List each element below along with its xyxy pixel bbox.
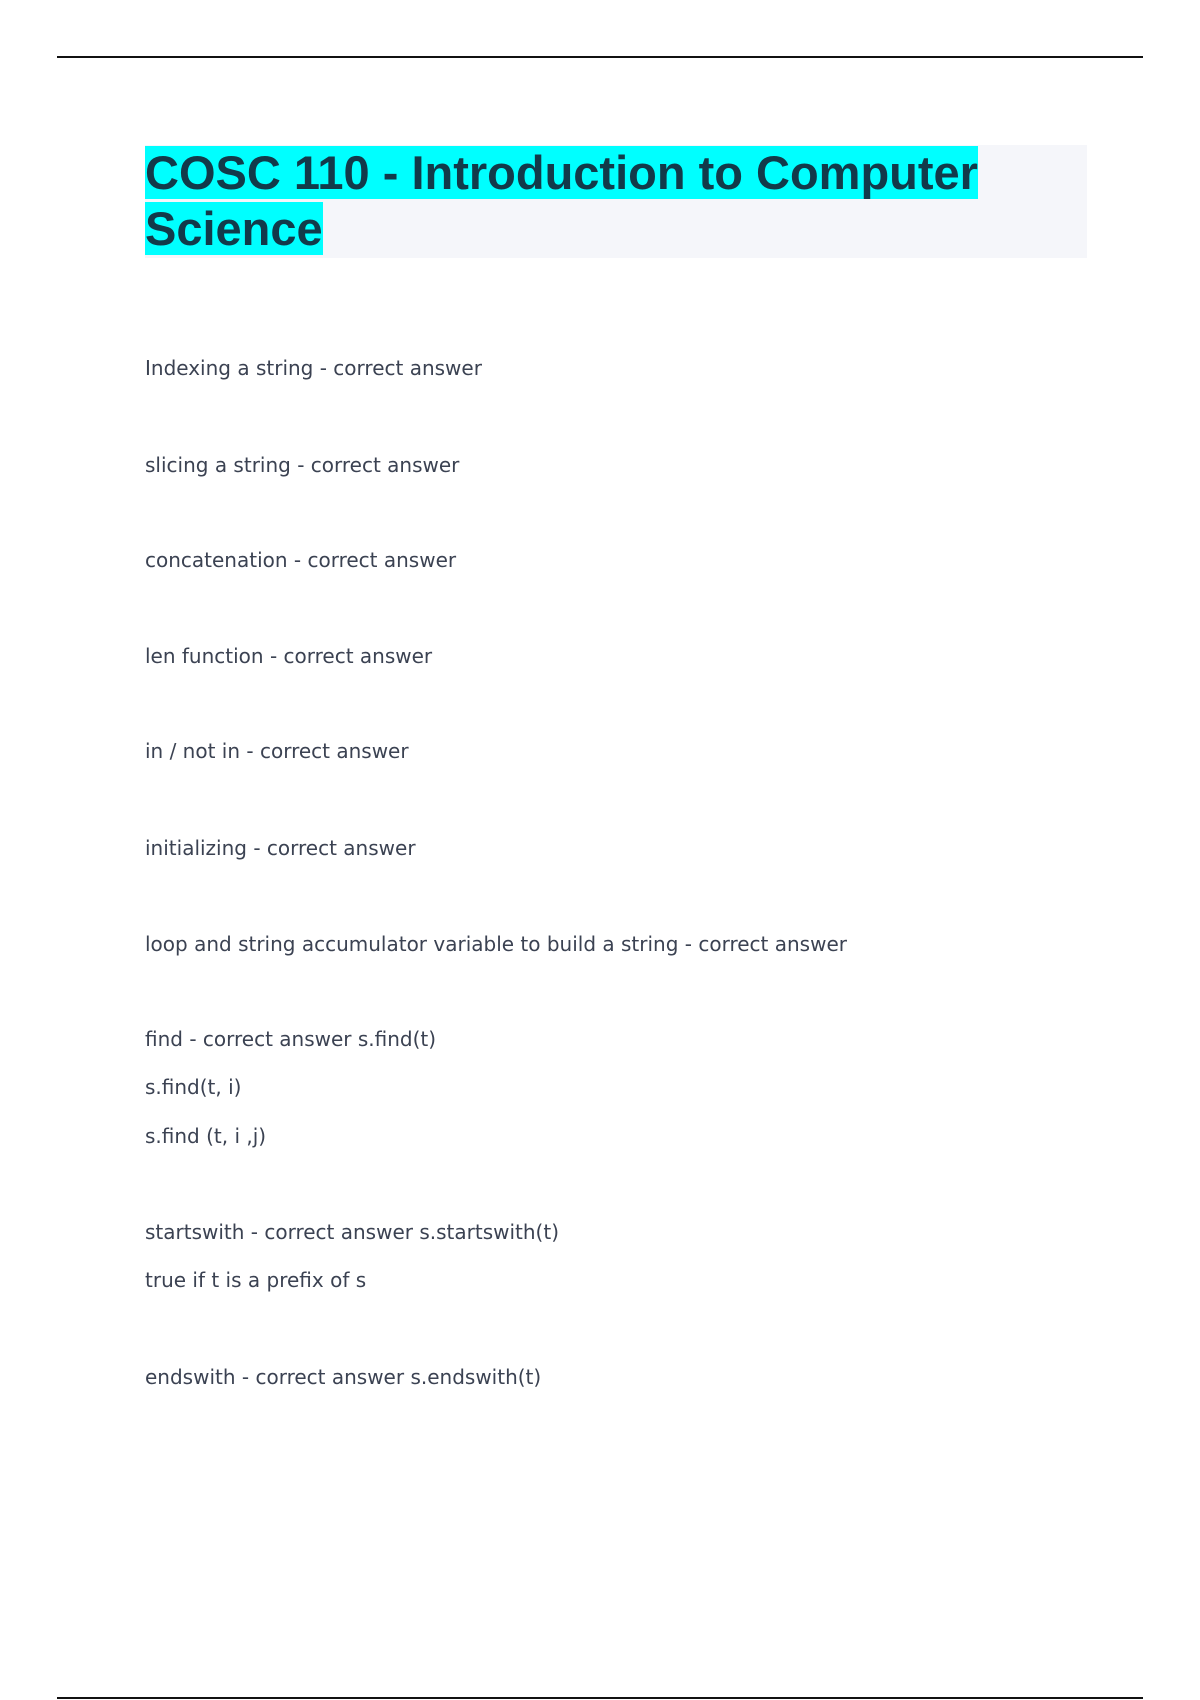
entry-find-line-2: s.find(t, i) xyxy=(145,1075,242,1099)
entry-slicing: slicing a string - correct answer xyxy=(145,453,460,477)
entry-loop-accumulator: loop and string accumulator variable to build a string - correct answer xyxy=(145,932,847,956)
entry-endswith: endswith - correct answer s.endswith(t) xyxy=(145,1365,542,1389)
footer-rule xyxy=(57,1697,1143,1699)
entry-in-not-in: in / not in - correct answer xyxy=(145,739,409,763)
entry-initializing: initializing - correct answer xyxy=(145,836,416,860)
entry-find-line-3: s.find (t, i ,j) xyxy=(145,1124,267,1148)
entry-indexing: Indexing a string - correct answer xyxy=(145,356,482,380)
entry-find: find - correct answer s.find(t) xyxy=(145,1027,437,1051)
entry-concatenation: concatenation - correct answer xyxy=(145,548,457,572)
title-highlight: COSC 110 - Introduction to Computer Science xyxy=(145,146,978,255)
header-rule xyxy=(57,56,1143,58)
entry-len-function: len function - correct answer xyxy=(145,644,433,668)
page-title xyxy=(145,145,1087,257)
entry-startswith-line-2: true if t is a prefix of s xyxy=(145,1268,367,1292)
entry-startswith: startswith - correct answer s.startswith(t) xyxy=(145,1220,560,1244)
